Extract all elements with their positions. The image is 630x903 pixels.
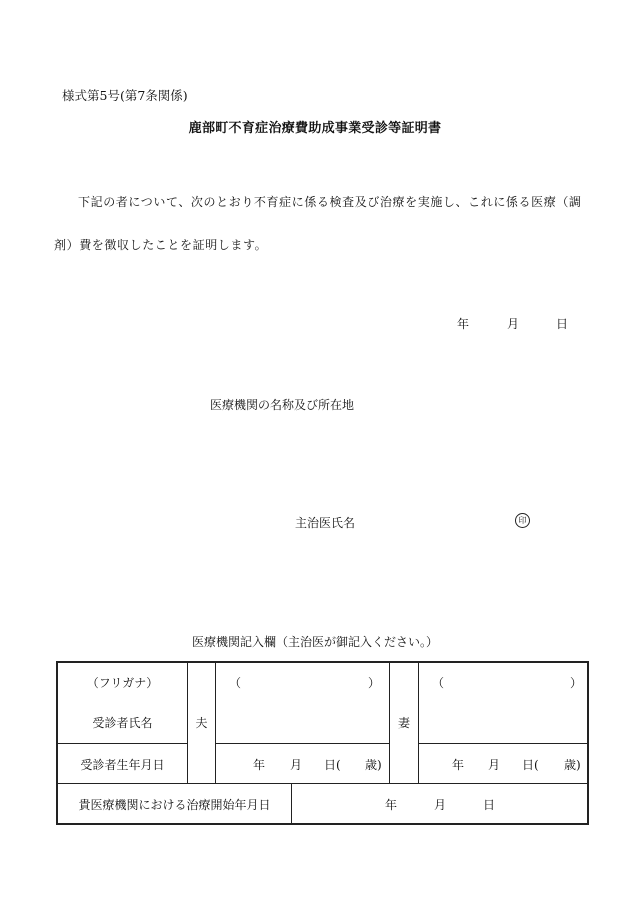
husband-furigana-paren-open: （ [229, 675, 242, 690]
wife-birth-month: 月 [488, 757, 501, 772]
husband-birth-month: 月 [290, 757, 303, 772]
patient-name-label: 受診者氏名 [92, 715, 153, 730]
form-number-label: 様式第5号(第7条関係) [62, 88, 188, 103]
table-line [57, 783, 588, 784]
wife-birth-day: 日( [522, 757, 539, 772]
institution-name-address-label: 医療機関の名称及び所在地 [210, 398, 355, 412]
table-line [215, 743, 390, 744]
wife-label: 妻 [397, 715, 410, 730]
patient-birthdate-label: 受診者生年月日 [80, 757, 165, 772]
treatment-start-year: 年 [385, 797, 398, 812]
table-line [418, 743, 588, 744]
document-title: 鹿部町不育症治療費助成事業受診等証明書 [188, 121, 442, 136]
furigana-label: （フリガナ） [86, 675, 159, 690]
seal-mark-icon: 印 [515, 513, 530, 528]
treatment-start-month: 月 [434, 797, 447, 812]
table-line [57, 743, 188, 744]
date-month-label: 月 [507, 317, 520, 331]
husband-age: 歳) [365, 757, 382, 772]
table-border-top [56, 661, 589, 663]
date-year-label: 年 [457, 317, 470, 331]
certification-text-line2: 剤）費を徴収したことを証明します。 [54, 238, 268, 252]
treatment-start-date-label: 貴医療機関における治療開始年月日 [78, 797, 271, 812]
treatment-start-day: 日 [483, 797, 496, 812]
husband-birth-day: 日( [324, 757, 341, 772]
husband-birth-year: 年 [253, 757, 266, 772]
wife-furigana-paren-open: （ [432, 675, 445, 690]
husband-label: 夫 [195, 715, 208, 730]
attending-doctor-label: 主治医氏名 [295, 516, 356, 530]
husband-furigana-paren-close: ） [368, 675, 381, 690]
table-line [418, 662, 419, 783]
table-line [215, 662, 216, 783]
table-line [291, 784, 292, 824]
section-title: 医療機関記入欄（主治医が御記入ください。） [191, 635, 438, 649]
date-day-label: 日 [556, 317, 569, 331]
wife-furigana-paren-close: ） [570, 675, 583, 690]
wife-age: 歳) [564, 757, 581, 772]
certification-text-line1: 下記の者について、次のとおり不育症に係る検査及び治療を実施し、これに係る医療（調 [78, 195, 582, 209]
table-border-bottom [56, 823, 589, 825]
wife-birth-year: 年 [452, 757, 465, 772]
